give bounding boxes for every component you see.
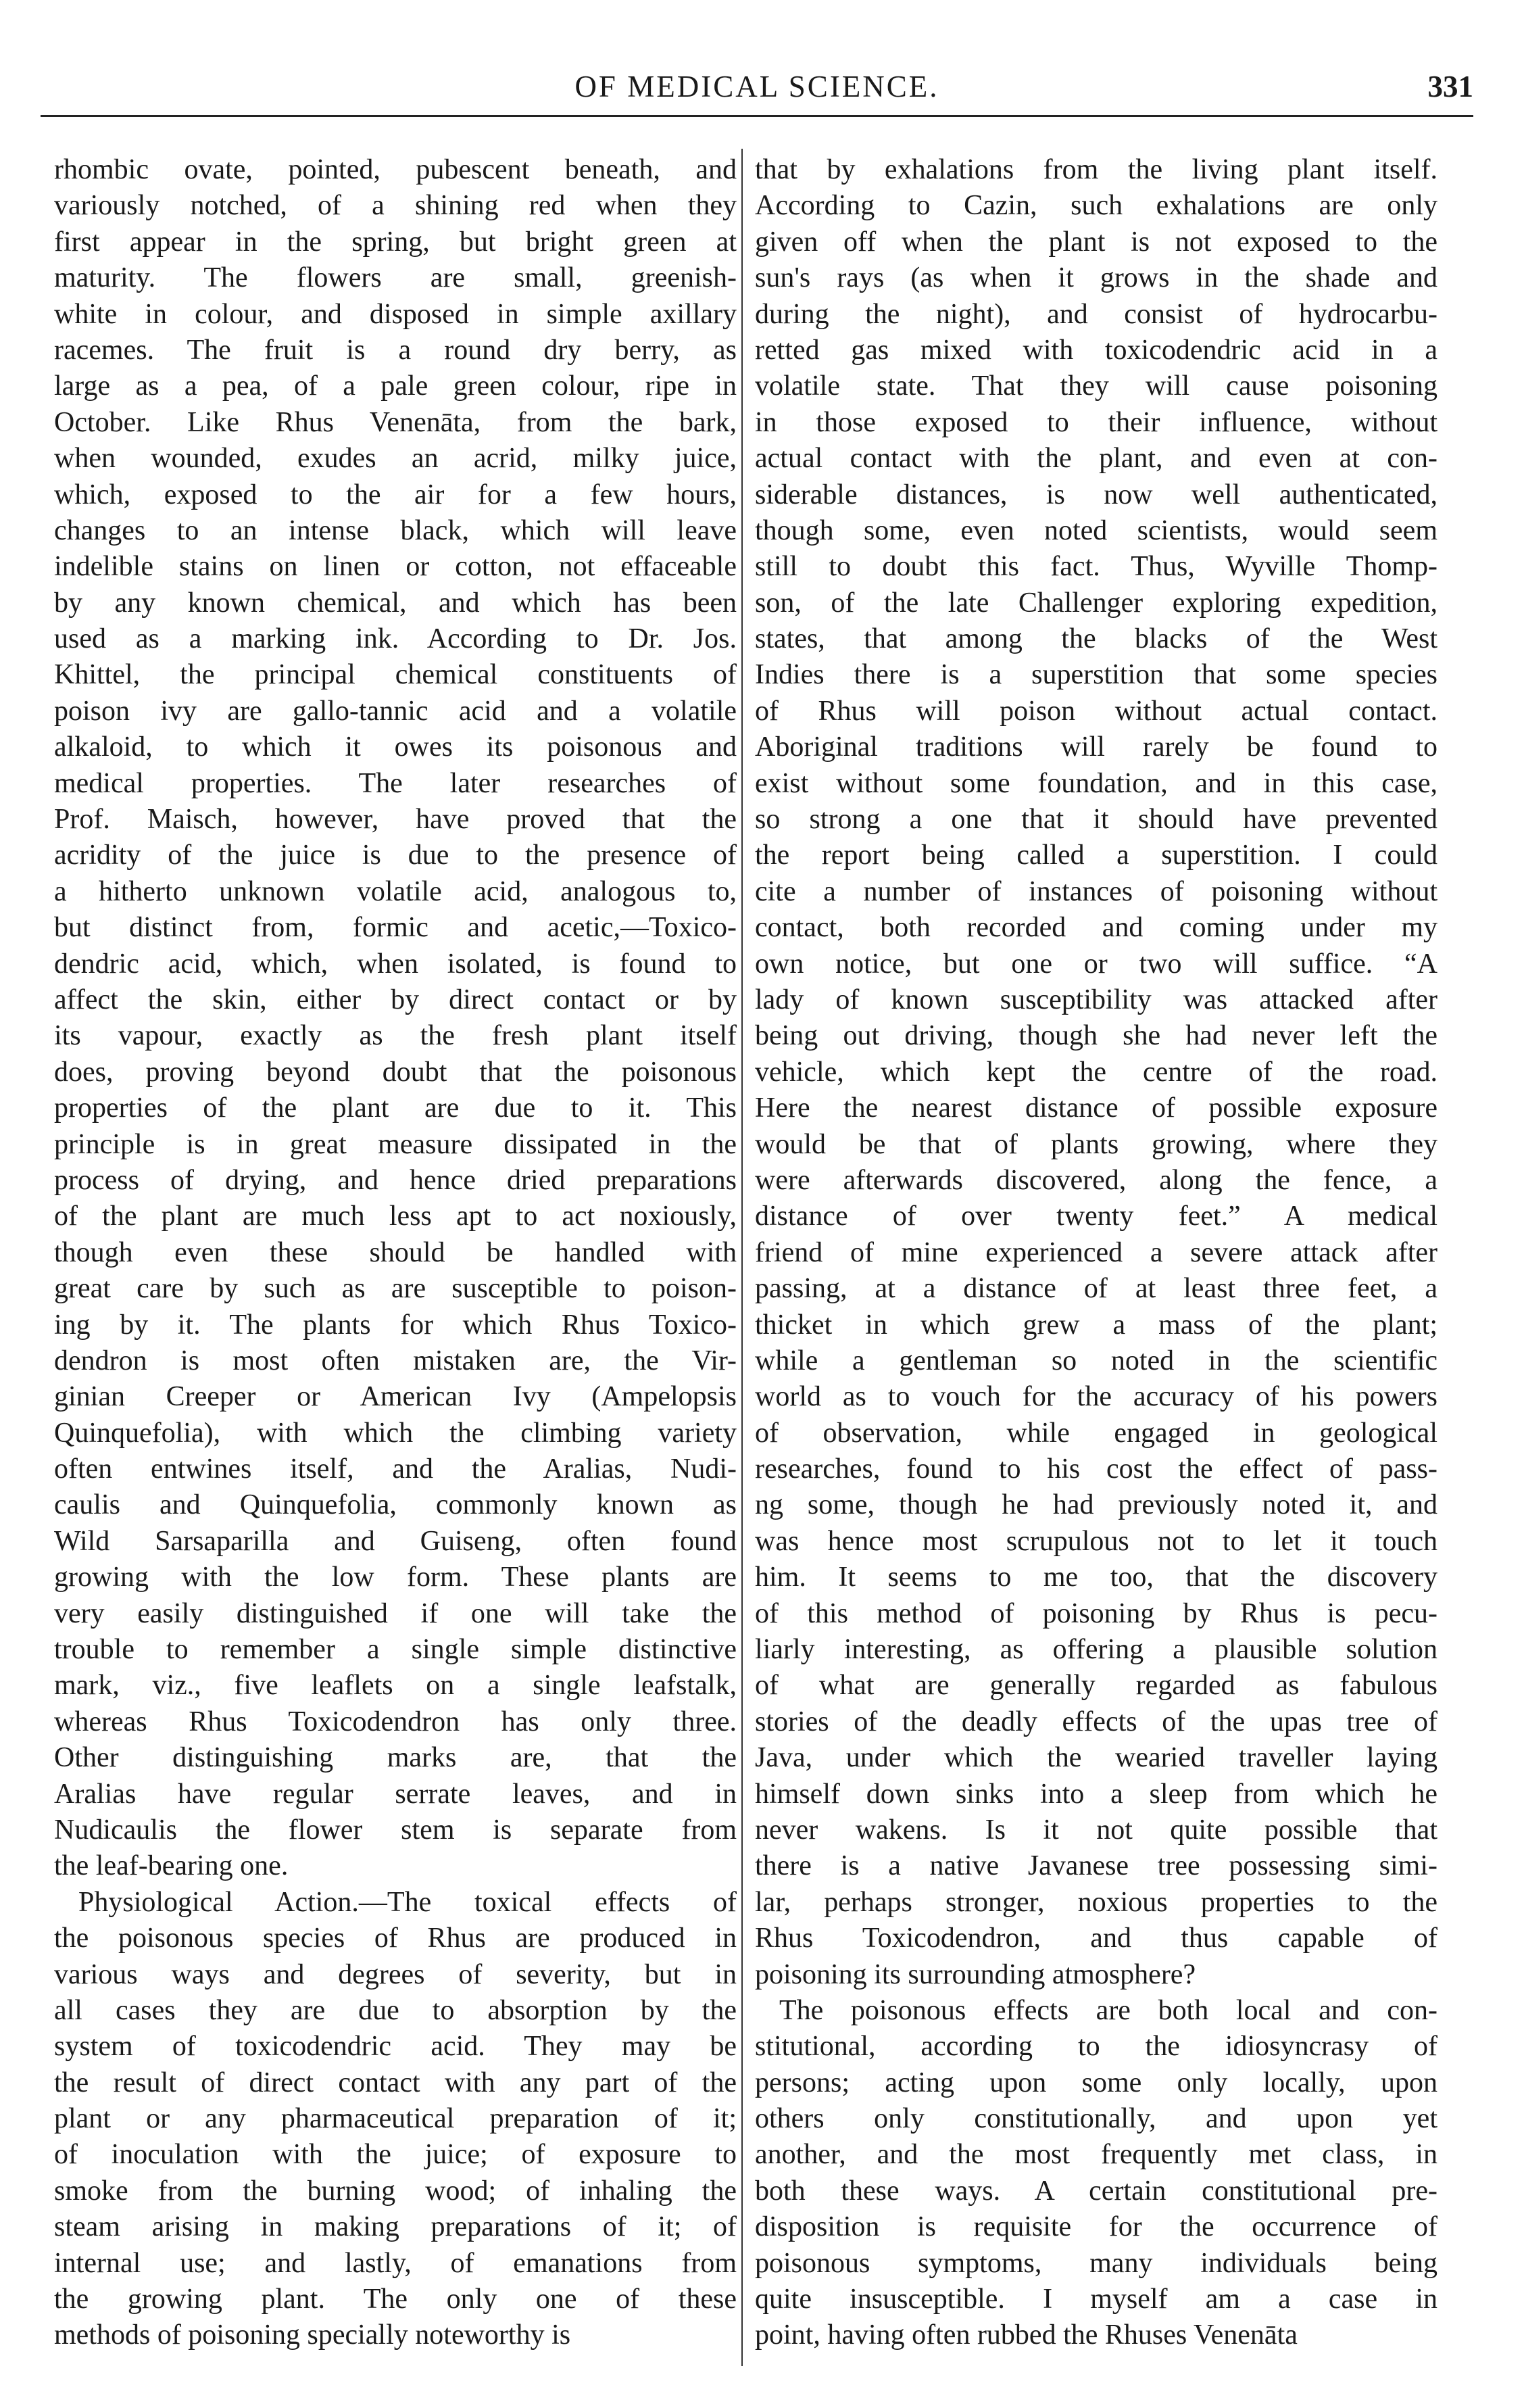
text-line: that by exhalations from the living plant itself. — [755, 154, 1437, 185]
text-line: liarly interesting, as offering a plausible solution — [755, 1634, 1437, 1666]
text-line: Aralias have regular serrate leaves, and in — [54, 1778, 737, 1810]
text-line: cite a number of instances of poisoning without — [755, 875, 1437, 907]
text-line: of what are generally regarded as fabulous — [755, 1670, 1437, 1702]
text-line: properties of the plant are due to it. This — [54, 1092, 737, 1124]
text-line: distance of over twenty feet.” A medical — [755, 1201, 1437, 1232]
text-line: vehicle, which kept the centre of the road. — [755, 1056, 1437, 1088]
text-line: ing by it. The plants for which Rhus Toxico- — [54, 1309, 737, 1341]
text-line: was hence most scrupulous not to let it touch — [755, 1525, 1437, 1557]
text-line: by any known chemical, and which has been — [54, 587, 737, 619]
text-line: stitutional, according to the idiosyncrasy of — [755, 2031, 1437, 2063]
text-line: friend of mine experienced a severe attack after — [755, 1236, 1437, 1268]
text-line: used as a marking ink. According to Dr. Jos. — [54, 623, 737, 655]
text-line: Here the nearest distance of possible exposure — [755, 1092, 1437, 1124]
text-line: mark, viz., five leaflets on a single leafstalk, — [54, 1670, 737, 1702]
text-line: while a gentleman so noted in the scientific — [755, 1345, 1437, 1376]
text-line: first appear in the spring, but bright green at — [54, 226, 737, 258]
text-line: world as to vouch for the accuracy of his powers — [755, 1381, 1437, 1413]
text-line: very easily distinguished if one will take the — [54, 1597, 737, 1629]
text-line: system of toxicodendric acid. They may be — [54, 2031, 737, 2063]
text-line: ginian Creeper or American Ivy (Ampelopsis — [54, 1381, 737, 1413]
text-line: variously notched, of a shining red when they — [54, 190, 737, 222]
text-line: indelible stains on linen or cotton, not effaceable — [54, 551, 737, 583]
text-line: the poisonous species of Rhus are produced in — [54, 1923, 737, 1954]
text-line: a hitherto unknown volatile acid, analogous to, — [54, 875, 737, 907]
text-line: exist without some foundation, and in this case, — [755, 767, 1437, 799]
text-line: various ways and degrees of severity, but in — [54, 1958, 737, 1990]
text-line: principle is in great measure dissipated in the — [54, 1128, 737, 1160]
text-line: Aboriginal traditions will rarely be found to — [755, 731, 1437, 763]
text-line: Quinquefolia), with which the climbing variety — [54, 1417, 737, 1449]
text-line: racemes. The fruit is a round dry berry, as — [54, 334, 737, 366]
text-line: quite insusceptible. I myself am a case in — [755, 2284, 1437, 2315]
page-number: 331 — [1427, 70, 1473, 103]
text-line: researches, found to his cost the effect of pass- — [755, 1453, 1437, 1485]
text-line: of this method of poisoning by Rhus is pecu- — [755, 1597, 1437, 1629]
text-line: Other distinguishing marks are, that the — [54, 1742, 737, 1774]
text-line: passing, at a distance of at least three feet, a — [755, 1273, 1437, 1305]
text-line: its vapour, exactly as the fresh plant itself — [54, 1020, 737, 1052]
text-line: internal use; and lastly, of emanations from — [54, 2247, 737, 2279]
text-line: maturity. The flowers are small, greenish- — [54, 262, 737, 294]
text-line: affect the skin, either by direct contact or by — [54, 984, 737, 1015]
text-line: whereas Rhus Toxicodendron has only three. — [54, 1706, 737, 1737]
text-line: Khittel, the principal chemical constituents of — [54, 659, 737, 691]
text-line: of the plant are much less apt to act noxiously, — [54, 1201, 737, 1232]
text-line: retted gas mixed with toxicodendric acid in a — [755, 334, 1437, 366]
text-line: though even these should be handled with — [54, 1236, 737, 1268]
text-line: states, that among the blacks of the West — [755, 623, 1437, 655]
text-line: would be that of plants growing, where they — [755, 1128, 1437, 1160]
text-line: stories of the deadly effects of the upas tree of — [755, 1706, 1437, 1737]
text-line: others only constitutionally, and upon yet — [755, 2103, 1437, 2135]
text-line: in those exposed to their influence, without — [755, 406, 1437, 438]
text-line: great care by such as are susceptible to poison- — [54, 1273, 737, 1305]
text-line: changes to an intense black, which will leave — [54, 514, 737, 546]
text-line: dendron is most often mistaken are, the Vir- — [54, 1345, 737, 1376]
text-line: given off when the plant is not exposed to the — [755, 226, 1437, 258]
text-line: medical properties. The later researches of — [54, 767, 737, 799]
text-line: Rhus Toxicodendron, and thus capable of — [755, 1923, 1437, 1954]
text-line: actual contact with the plant, and even at con- — [755, 443, 1437, 475]
text-line: volatile state. That they will cause poisoning — [755, 370, 1437, 402]
text-line: were afterwards discovered, along the fence, a — [755, 1164, 1437, 1196]
text-line: process of drying, and hence dried preparations — [54, 1164, 737, 1196]
text-line: large as a pea, of a pale green colour, ripe in — [54, 370, 737, 402]
text-line: of inoculation with the juice; of exposure to — [54, 2139, 737, 2171]
text-line: so strong a one that it should have prevented — [755, 804, 1437, 836]
text-line: dendric acid, which, when isolated, is found to — [54, 948, 737, 980]
text-line: steam arising in making preparations of it; of — [54, 2211, 737, 2243]
text-line: own notice, but one or two will suffice. “A — [755, 948, 1437, 980]
text-line: the report being called a superstition. I could — [755, 840, 1437, 871]
text-line: all cases they are due to absorption by the — [54, 1994, 737, 2026]
text-line: the growing plant. The only one of these — [54, 2284, 737, 2315]
running-head: OF MEDICAL SCIENCE. — [574, 70, 939, 103]
text-line: caulis and Quinquefolia, commonly known as — [54, 1489, 737, 1521]
text-line: October. Like Rhus Venenāta, from the bark, — [54, 406, 737, 438]
text-line: white in colour, and disposed in simple axillary — [54, 298, 737, 330]
text-line: rhombic ovate, pointed, pubescent beneath, and — [54, 154, 737, 185]
text-line: sun's rays (as when it grows in the shade and — [755, 262, 1437, 294]
text-line: The poisonous effects are both local and con- — [779, 1994, 1437, 2026]
left-column — [54, 152, 737, 2354]
text-line: both these ways. A certain constitutional pre- — [755, 2175, 1437, 2207]
text-line: trouble to remember a single simple distinctive — [54, 1634, 737, 1666]
text-line: still to doubt this fact. Thus, Wyville Thomp- — [755, 551, 1437, 583]
text-line: never wakens. Is it not quite possible that — [755, 1814, 1437, 1846]
text-line: poison ivy are gallo-tannic acid and a volatile — [54, 695, 737, 727]
text-line: Prof. Maisch, however, have proved that the — [54, 804, 737, 836]
text-line: acridity of the juice is due to the presence of — [54, 840, 737, 871]
text-line: often entwines itself, and the Aralias, Nudi- — [54, 1453, 737, 1485]
text-line: persons; acting upon some only locally, upon — [755, 2067, 1437, 2098]
text-line: of Rhus will poison without actual contact. — [755, 695, 1437, 727]
right-column — [755, 152, 1437, 2354]
text-line: alkaloid, to which it owes its poisonous and — [54, 731, 737, 763]
text-line: growing with the low form. These plants are — [54, 1562, 737, 1593]
text-line: Nudicaulis the flower stem is separate from — [54, 1814, 737, 1846]
column-divider — [741, 149, 743, 2366]
text-line: the result of direct contact with any part of the — [54, 2067, 737, 2098]
text-line: lar, perhaps stronger, noxious properties to the — [755, 1886, 1437, 1918]
text-line: when wounded, exudes an acrid, milky juice, — [54, 443, 737, 475]
text-line: poisoning its surrounding atmosphere? — [755, 1958, 1196, 1990]
text-line: plant or any pharmaceutical preparation of it; — [54, 2103, 737, 2135]
text-line: being out driving, though she had never left the — [755, 1020, 1437, 1052]
text-line: the leaf-bearing one. — [54, 1850, 289, 1882]
text-line: himself down sinks into a sleep from which he — [755, 1778, 1437, 1810]
text-line: him. It seems to me too, that the discovery — [755, 1562, 1437, 1593]
text-line: smoke from the burning wood; of inhaling the — [54, 2175, 737, 2207]
text-line: which, exposed to the air for a few hours, — [54, 479, 737, 510]
text-line: though some, even noted scientists, would seem — [755, 514, 1437, 546]
text-line: thicket in which grew a mass of the plant; — [755, 1309, 1437, 1341]
text-line: contact, both recorded and coming under my — [755, 912, 1437, 944]
text-line: Wild Sarsaparilla and Guiseng, often found — [54, 1525, 737, 1557]
text-line: poisonous symptoms, many individuals being — [755, 2247, 1437, 2279]
text-line: son, of the late Challenger exploring expedition, — [755, 587, 1437, 619]
text-line: during the night), and consist of hydrocarbu- — [755, 298, 1437, 330]
text-line: does, proving beyond doubt that the poisonous — [54, 1056, 737, 1088]
text-line: another, and the most frequently met class, in — [755, 2139, 1437, 2171]
text-line: lady of known susceptibility was attacked after — [755, 984, 1437, 1015]
header-rule — [41, 115, 1473, 117]
text-line: siderable distances, is now well authenticated, — [755, 479, 1437, 510]
text-line: of observation, while engaged in geological — [755, 1417, 1437, 1449]
text-line: ng some, though he had previously noted it, and — [755, 1489, 1437, 1521]
page-header — [41, 57, 1473, 111]
text-line: point, having often rubbed the Rhuses Venenāta — [755, 2319, 1298, 2351]
text-line: there is a native Javanese tree possessing simi- — [755, 1850, 1437, 1882]
text-line: Indies there is a superstition that some species — [755, 659, 1437, 691]
text-line: methods of poisoning specially noteworthy is — [54, 2319, 571, 2351]
text-line: Physiological Action.—The toxical effects of — [78, 1886, 737, 1918]
text-line: but distinct from, formic and acetic,—Toxico- — [54, 912, 737, 944]
text-line: According to Cazin, such exhalations are only — [755, 190, 1437, 222]
text-line: disposition is requisite for the occurrence of — [755, 2211, 1437, 2243]
text-line: Java, under which the wearied traveller laying — [755, 1742, 1437, 1774]
